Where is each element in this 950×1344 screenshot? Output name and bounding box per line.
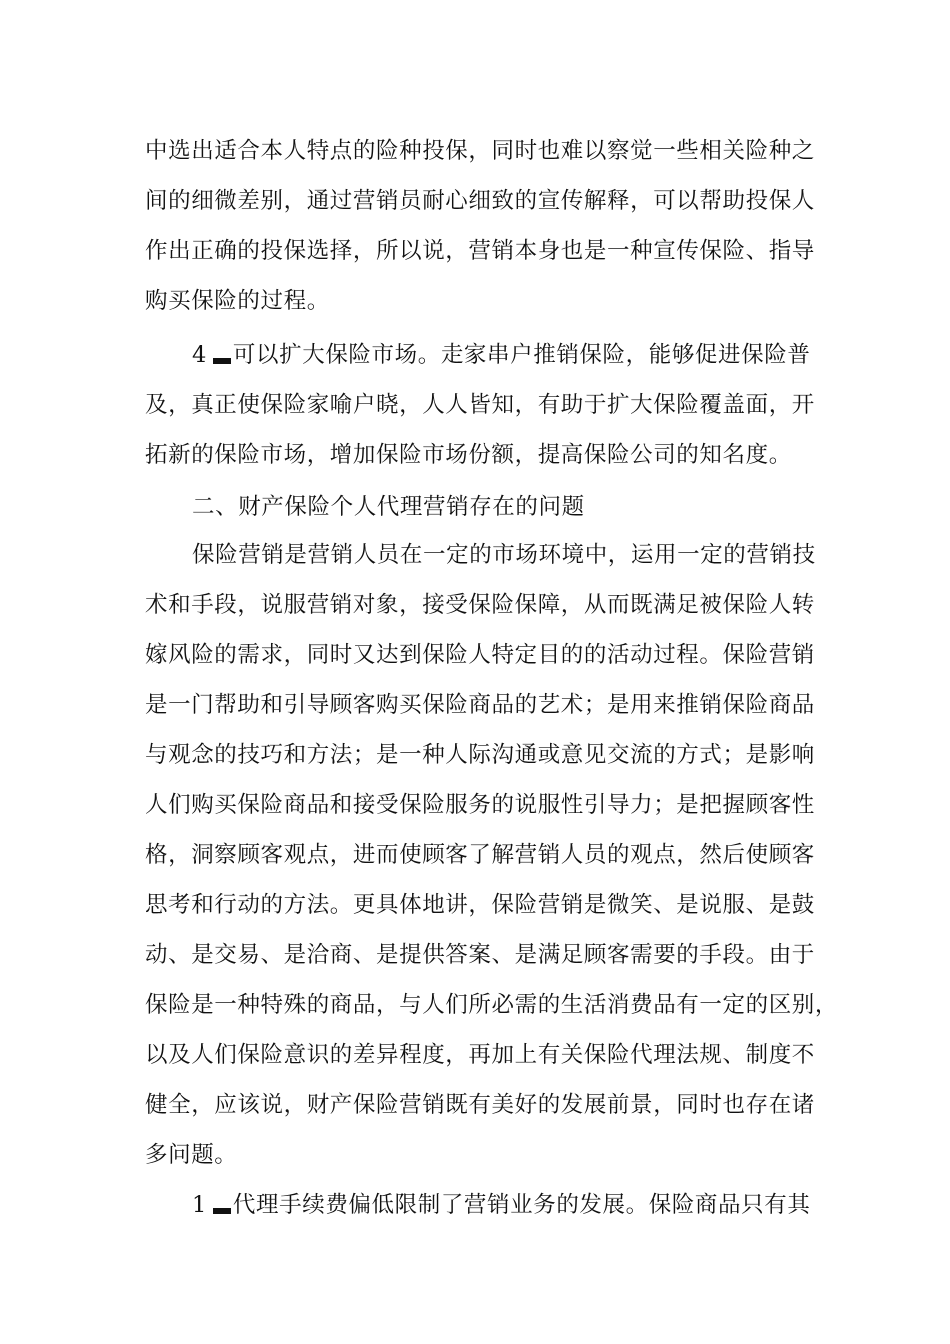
text-line: 多问题。 [145,1142,238,1168]
text-line: 人们购买保险商品和接受保险服务的说服性引导力；是把握顾客性 [145,792,815,818]
text-line: 代理手续费偏低限制了营销业务的发展。保险商品只有其 [232,1192,811,1218]
text-line: 拓新的保险市场，增加保险市场份额，提高保险公司的知名度。 [145,442,792,468]
text-line: 思考和行动的方法。更具体地讲，保险营销是微笑、是说服、是鼓 [145,892,815,918]
numbered-line [192,340,892,370]
text-line: 以及人们保险意识的差异程度，再加上有关保险代理法规、制度不 [145,1042,815,1068]
text-line: 保险是一种特殊的商品，与人们所必需的生活消费品有一定的区别， [145,992,839,1018]
text-line: 术和手段，说服营销对象，接受保险保障，从而既满足被保险人转 [145,592,815,618]
text-line: 是一门帮助和引导顾客购买保险商品的艺术；是用来推销保险商品 [145,692,815,718]
text-line: 间的细微差别，通过营销员耐心细致的宣传解释，可以帮助投保人 [145,188,815,214]
text-line: 健全，应该说，财产保险营销既有美好的发展前景，同时也存在诸 [145,1092,815,1118]
text-line: 购买保险的过程。 [145,288,330,314]
item-number: 4 [192,342,207,368]
text-line: 作出正确的投保选择，所以说，营销本身也是一种宣传保险、指导 [145,238,815,264]
text-line: 格，洞察顾客观点，进而使顾客了解营销人员的观点，然后使顾客 [145,842,815,868]
dash-mark-icon [213,358,231,364]
section-heading: 二、财产保险个人代理营销存在的问题 [192,494,585,520]
text-line: 中选出适合本人特点的险种投保，同时也难以察觉一些相关险种之 [145,138,815,164]
text-line: 可以扩大保险市场。走家串户推销保险，能够促进保险普 [232,342,811,368]
text-line: 及，真正使保险家喻户晓，人人皆知，有助于扩大保险覆盖面，开 [145,392,815,418]
text-line: 嫁风险的需求，同时又达到保险人特定目的的活动过程。保险营销 [145,642,815,668]
numbered-line [192,1190,892,1220]
text-line: 与观念的技巧和方法；是一种人际沟通或意见交流的方式；是影响 [145,742,815,768]
dash-mark-icon [213,1208,231,1214]
item-number: 1 [192,1192,207,1218]
text-line: 保险营销是营销人员在一定的市场环境中，运用一定的营销技 [192,542,816,568]
text-line: 动、是交易、是洽商、是提供答案、是满足顾客需要的手段。由于 [145,942,815,968]
